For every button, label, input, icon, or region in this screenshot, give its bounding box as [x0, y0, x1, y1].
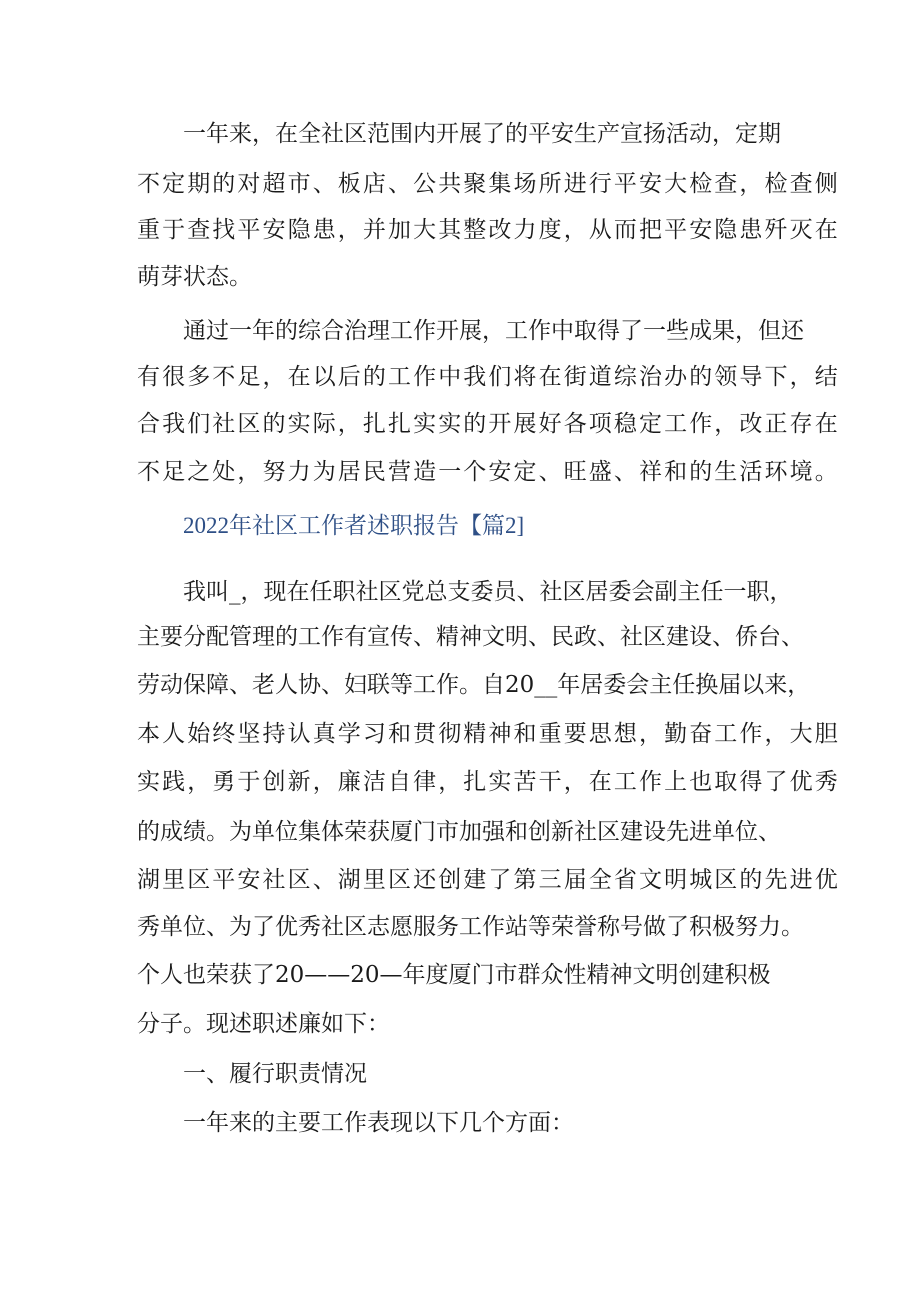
- paragraph-3-line-3: 劳动保障、老人协、妇联等工作。自20__年居委会主任换届以来，: [137, 672, 811, 698]
- paragraph-2-line-2: 有很多不足，在以后的工作中我们将在街道综治办的领导下，结: [137, 364, 840, 390]
- paragraph-4-line-1: 一年来的主要工作表现以下几个方面：: [183, 1110, 574, 1136]
- paragraph-3-line-4: 本人始终坚持认真学习和贯彻精神和重要思想，勤奋工作，大胆: [137, 721, 840, 747]
- section-heading: 2022年社区工作者述职报告【篇2]: [183, 513, 525, 538]
- paragraph-3-line-6: 的成绩。为单位集体荣获厦门市加强和创新社区建设先进单位、: [137, 819, 781, 845]
- paragraph-1-line-3: 重于查找平安隐患，并加大其整改力度，从而把平安隐患歼灭在: [137, 217, 840, 243]
- paragraph-3-line-5: 实践，勇于创新，廉洁自律，扎实苦干，在工作上也取得了优秀: [137, 769, 840, 795]
- paragraph-3-line-7: 湖里区平安社区、湖里区还创建了第三届全省文明城区的先进优: [137, 867, 840, 893]
- paragraph-2-line-1: 通过一年的综合治理工作开展，工作中取得了一些成果，但还: [183, 318, 804, 344]
- paragraph-3-line-9: 个人也荣获了20——20—年度厦门市群众性精神文明创建积极: [137, 962, 771, 988]
- paragraph-1-line-2: 不定期的对超市、板店、公共聚集场所进行平安大检查，检查侧: [137, 171, 840, 197]
- paragraph-3-line-10: 分子。现述职述廉如下：: [137, 1011, 390, 1037]
- paragraph-2-line-4: 不足之处，努力为居民营造一个安定、旺盛、祥和的生活环境。: [137, 459, 840, 485]
- paragraph-3-line-8: 秀单位、为了优秀社区志愿服务工作站等荣誉称号做了积极努力。: [137, 914, 804, 940]
- paragraph-2-line-3: 合我们社区的实际，扎扎实实的开展好各项稳定工作，改正存在: [137, 411, 840, 437]
- paragraph-1-line-4: 萌芽状态。: [137, 264, 252, 290]
- paragraph-1-line-1: 一年来，在全社区范围内开展了的平安生产宣扬活动，定期: [183, 121, 781, 147]
- paragraph-3-line-1: 我叫_，现在任职社区党总支委员、社区居委会副主任一职，: [183, 579, 793, 605]
- paragraph-3-line-2: 主要分配管理的工作有宣传、精神文明、民政、社区建设、侨台、: [137, 624, 804, 650]
- subheading-duties: 一、履行职责情况: [183, 1061, 367, 1087]
